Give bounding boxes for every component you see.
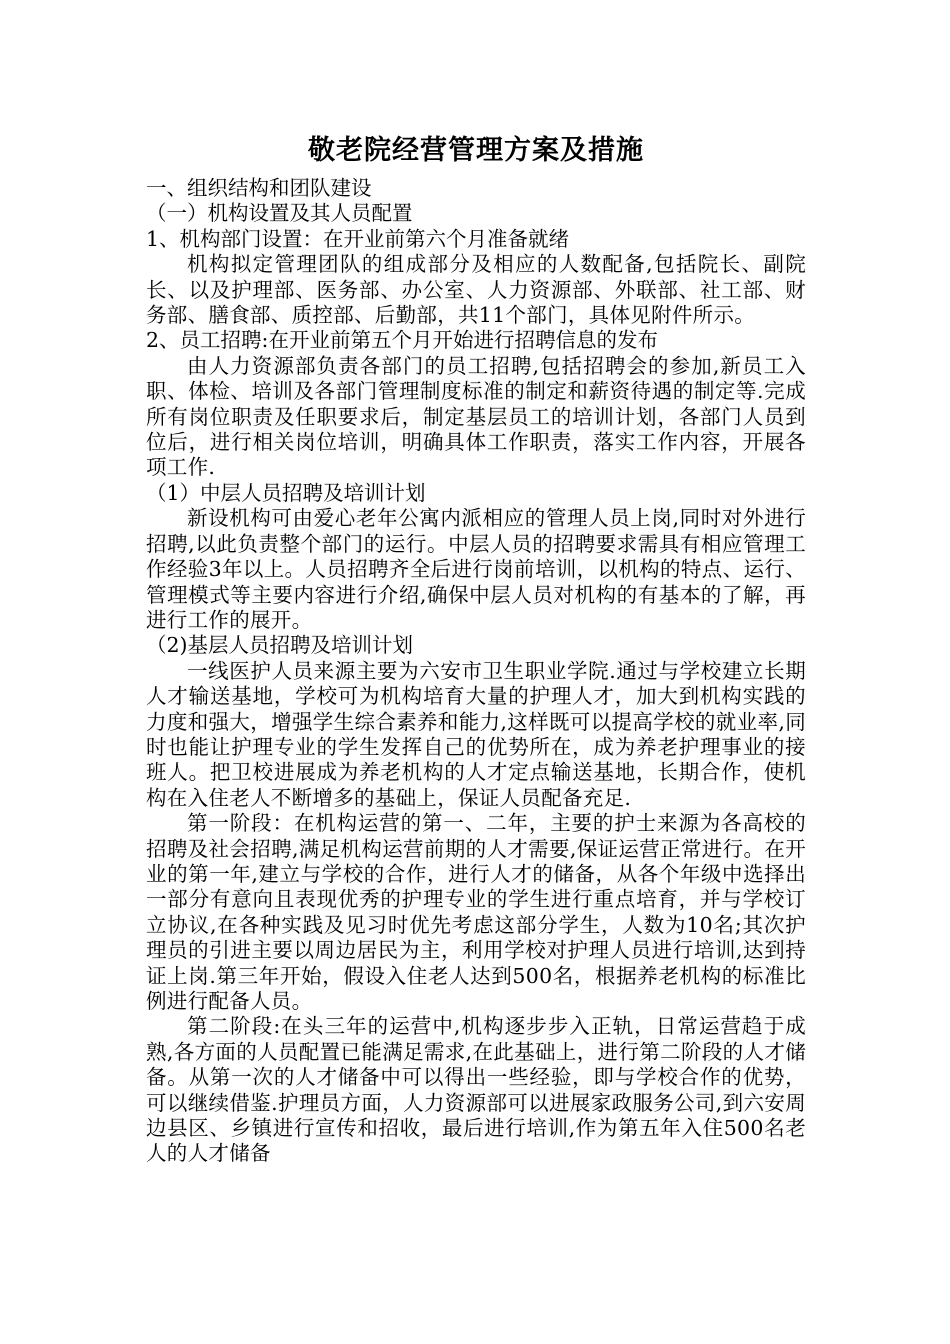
section-heading-org-structure: 一、组织结构和团队建设 — [146, 176, 372, 200]
document-body — [146, 130, 806, 1167]
item-heading-mid-level-plan: （1）中层人员招聘及培训计划 — [146, 480, 426, 505]
paragraph-mid-level: 新设机构可由爱心老年公寓内派相应的管理人员上岗,同时对外进行招聘,以此负责整个部门的运行。中层人员的招聘要求需具有相应管理工作经验3年以上。人员招聘齐全后进行岗前培训，以机构的特点、运行、管理模式等主要内容进行介绍,确保中层人员对机构的有基本的了解，再进行工作的展开。 — [146, 506, 806, 632]
paragraph-phase-one: 第一阶段：在机构运营的第一、二年，主要的护士来源为各高校的招聘及社会招聘,满足机构运营前期的人才需要,保证运营正常进行。在开业的第一年,建立与学校的合作，进行人才的储备，从各个年级中选择出一部分有意向且表现优秀的护理专业的学生进行重点培育，并与学校订立协议,在各种实践及见习时优先考虑这部分学生，人数为10名;其次护理员的引进主要以周边居民为主，利用学校对护理人员进行培训,达到持证上岗.第三年开始，假设入住老人达到500名，根据养老机构的标准比例进行配备人员。 — [146, 811, 806, 1013]
paragraph-recruitment: 由人力资源部负责各部门的员工招聘,包括招聘会的参加,新员工入职、体检、培训及各部门管理制度标准的制定和薪资待遇的制定等.完成所有岗位职责及任职要求后，制定基层员工的培训计划，各部门人员到位后，进行相关岗位培训，明确具体工作职责，落实工作内容，开展各项工作. — [146, 353, 806, 480]
item-heading-base-level-plan: （2)基层人员招聘及培训计划 — [146, 633, 414, 658]
item-heading-department-setup: 1、机构部门设置：在开业前第六个月准备就绪 — [146, 226, 570, 251]
subsection-heading-institution-setup: （一）机构设置及其人员配置 — [146, 201, 413, 226]
paragraph-phase-two: 第二阶段:在头三年的运营中,机构逐步步入正轨，日常运营趋于成熟,各方面的人员配置已能满足需求,在此基础上，进行第二阶段的人才储备。从第一次的人才储备中可以得出一些经验，即与学校合作的优势，可以继续借鉴.护理员方面，人力资源部可以进展家政服务公司,到六安周边县区、乡镇进行宣传和招收，最后进行培训,作为第五年入住500名老人的人才储备 — [146, 1014, 806, 1166]
paragraph-base-level: 一线医护人员来源主要为六安市卫生职业学院.通过与学校建立长期人才输送基地，学校可为机构培育大量的护理人才，加大到机构实践的力度和强大，增强学生综合素养和能力,这样既可以提高学校的就业率,同时也能让护理专业的学生发挥自己的优势所在，成为养老护理事业的接班人。把卫校进展成为养老机构的人才定点输送基地，长期合作，使机构在入住老人不断增多的基础上，保证人员配备充足. — [146, 658, 806, 810]
document-title: 敬老院经营管理方案及措施 — [308, 135, 644, 166]
item-heading-staff-recruitment: 2、员工招聘:在开业前第五个月开始进行招聘信息的发布 — [146, 328, 658, 353]
paragraph-departments: 机构拟定管理团队的组成部分及相应的人数配备,包括院长、副院长、以及护理部、医务部、办公室、人力资源部、外联部、社工部、财务部、膳食部、质控部、后勤部，共11个部门，具体见附件所示。 — [146, 252, 806, 328]
